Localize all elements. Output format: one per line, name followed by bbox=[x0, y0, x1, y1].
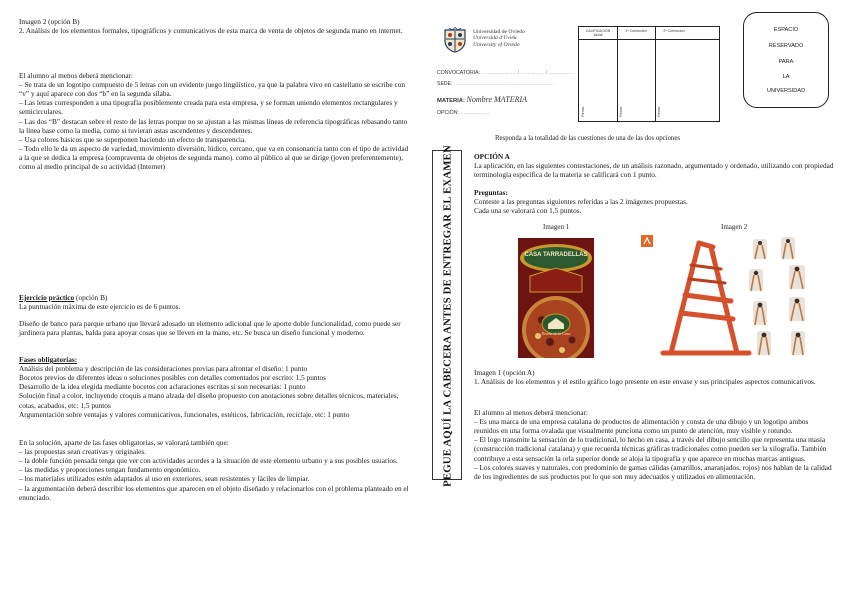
opcion-field[interactable] bbox=[437, 110, 490, 117]
left-mention-intro: El alumno al menos deberá mencionar: bbox=[19, 71, 134, 80]
ejercicio-option: (opción B) bbox=[74, 293, 108, 302]
reserved-line: LA bbox=[782, 74, 790, 80]
pizza-seal-text: Receta de la Casa bbox=[541, 331, 571, 336]
crest-icon bbox=[443, 27, 467, 53]
right-mention-item: – El logo transmite la sensación de lo tradicional, lo hecho en casa, a través del dibujo sencillo que representa una masía (construcción tradicional catalana) y que recuerda técnicas gráficas tradicionales como pueden ser la xilografía. También contribuye a esta sensación la orla superior donde se aloja la tipografía y que aparece en muchas marcas antiguas. bbox=[474, 435, 827, 463]
materia-field bbox=[437, 95, 527, 105]
chair-graphic bbox=[641, 235, 816, 359]
ejercicio-score: La puntuación máxima de este ejercicio es de 6 puntos. bbox=[19, 302, 181, 312]
imagen2-block bbox=[19, 17, 409, 35]
instructions: Responda a la totalidad de las cuestiones de una de las dos opciones bbox=[495, 135, 680, 142]
fase-item: Análisis del problema y descripción de las consideraciones previas para afrontar el diseño: 1 punto bbox=[19, 364, 308, 374]
convocatoria-field[interactable] bbox=[437, 70, 573, 77]
opcion-label: OPCIÓN: bbox=[437, 110, 459, 116]
solucion-item: – las medidas y proporciones tengan fundamento ergonómico. bbox=[19, 465, 201, 475]
ejercicio-heading bbox=[19, 293, 409, 302]
right-mention-item: – Es una marca de una empresa catalana de productos de alimentación y consta de una dibujo y un logotipo ambos reunidos en una forma ovalada que visualmente punciona como un punto de atención, muy visible y rotundo. bbox=[474, 417, 809, 436]
solucion-intro: En la solución, aparte de las fases obligatorias, se valorará también que: bbox=[19, 438, 229, 447]
university-name bbox=[473, 29, 525, 48]
imagen1-question: 1. Análisis de los elementos y el estilo gráfico logo presente en este envase y sus principales aspectos comunicativos. bbox=[474, 377, 816, 387]
left-mention-block bbox=[19, 71, 409, 171]
right-mention-intro: El alumno al menos deberá mencionar: bbox=[474, 408, 589, 417]
reserved-line: UNIVERSIDAD bbox=[766, 88, 806, 94]
preguntas-title: Preguntas: bbox=[474, 188, 508, 197]
fases-block bbox=[19, 355, 409, 419]
solucion-item: – la argumentación deberá describir los elementos que aparecen en el objeto diseñado y relacionarlos con el problema planteado en el enunciado. bbox=[19, 483, 409, 502]
university-name-line: Universidad de Oviedo bbox=[473, 29, 525, 35]
solucion-item: – las propuestas sean creativas y originales. bbox=[19, 447, 147, 457]
pizza-packaging-image bbox=[518, 238, 594, 358]
materia-label: MATERIA: bbox=[437, 98, 465, 104]
solucion-block bbox=[19, 438, 409, 502]
materia-value: Nombre MATERIA bbox=[466, 95, 528, 104]
imagen1-question-block bbox=[474, 368, 834, 386]
paste-header-box bbox=[432, 145, 462, 487]
solucion-item: – la doble función pensada tenga que ver con actividades acordes a la situación de este elemento urbano y a sus posibles usuarios. bbox=[19, 456, 398, 466]
left-mention-item: – Se trata de un logotipo compuesto de 5 letras con un evidente juego lingüístico, ya que la palabra vivo en castellano se escribe con “v” y aquí aparece con dos “b” en la segunda sílaba. bbox=[19, 80, 406, 99]
ejercicio-description: Diseño de banco para parque urbano que llevará adosado un elemento adicional que le aporte doble funcionalidad, como puede ser jardinera para plantas, balda para apoyar cosas que se lleven en la mano, etc. Se busca un diseño funcional y moderno. bbox=[19, 319, 401, 338]
right-mention-block bbox=[474, 408, 834, 481]
right-mention-item: – Los colores suaves y naturales, con predominio de gamas cálidas (amarillos, anaranjados, rojos) nos hablan de la calidad de los ingredientes de sus productos por lo que son muy adecuados y utilizados en alimentación. bbox=[474, 462, 832, 481]
university-reserved-space bbox=[743, 12, 829, 108]
preguntas-line: Cada una se valorará con 1,5 puntos. bbox=[474, 206, 582, 216]
convocatoria-label: CONVOCATORIA: bbox=[437, 70, 481, 76]
left-mention-item: – Usa colores básicos que se superponen haciendo un efecto de transparencia. bbox=[19, 134, 246, 144]
grade-table bbox=[578, 26, 720, 122]
fase-item: Solución final a color, incluyendo croquis a mano alzada del diseño propuesto con anotaciones sobre detalles técnicos, materiales, cotas, acabados, etc: 1,5 puntos bbox=[19, 391, 399, 410]
ejercicio-block bbox=[19, 293, 409, 337]
university-logo bbox=[443, 27, 573, 55]
fase-item: Desarrollo de la idea elegida mediante bocetos con aclaraciones escritas si son necesarias: 1 punto bbox=[19, 382, 306, 392]
sede-field[interactable] bbox=[437, 81, 554, 88]
chair-image bbox=[641, 235, 816, 359]
imagen2-label: Imagen 2 bbox=[721, 223, 748, 231]
grade-header-1: 1ª Corrección bbox=[625, 29, 647, 33]
reserved-line: PARA bbox=[778, 59, 794, 65]
sede-dots: ............................................................. bbox=[454, 81, 555, 87]
reserved-line: RESERVADO bbox=[768, 43, 804, 49]
fases-title: Fases obligatorias: bbox=[19, 355, 78, 364]
sede-label: SEDE: bbox=[437, 81, 453, 87]
grade-sign-label: Firma bbox=[580, 106, 585, 117]
opcion-a-block bbox=[474, 152, 834, 179]
imagen1-caption: Imagen 1 (opción A) bbox=[474, 368, 535, 377]
imagen1-label: Imagen 1 bbox=[543, 223, 570, 231]
opcion-a-text: La aplicación, en las siguientes contestaciones, de un análisis razonado, argumentado y ordenado, utilizando con propiedad terminología específica de la materia se calificará con 1 punto. bbox=[474, 161, 834, 180]
solucion-item: – los materiales utilizados estén adaptados al uso en exteriores, sean resistentes y fáciles de limpiar. bbox=[19, 474, 310, 484]
reserved-line: ESPACIO bbox=[773, 27, 799, 33]
university-name-line: Universidá d'Uviéu bbox=[473, 35, 517, 42]
university-name-line: University of Oviedo bbox=[473, 41, 520, 48]
grade-sign-label: Firma bbox=[618, 106, 623, 117]
preguntas-line: Conteste a las preguntas siguientes referidas a las 2 imágenes propuestas. bbox=[474, 197, 688, 207]
grade-sign-label: Firma bbox=[656, 106, 661, 117]
left-mention-item: – Las dos “B” destacan sobre el resto de las letras porque no se ajustan a las mismas líneas de referencia tipográficas rebasando tanto la línea base como la media, como si tuvieran astas ascendentes y descendentes. bbox=[19, 116, 408, 135]
fase-item: Bocetos previos de diferentes ideas o soluciones posibles con detalles comentados por escrito: 1,5 puntos bbox=[19, 373, 327, 383]
preguntas-block bbox=[474, 188, 834, 215]
grade-header-2: 2ª Corrección bbox=[663, 29, 685, 33]
opcion-a-title: OPCIÓN A bbox=[474, 152, 510, 161]
fase-item: Argumentación sobre ventajas y valores comunicativos, funcionales, estéticos, fabricación, reciclaje, etc: 1 punto bbox=[19, 409, 350, 419]
imagen2-question: 2. Análisis de los elementos formales, tipográficos y comunicativos de esta marca de venta de objetos de segunda mano en internet. bbox=[19, 26, 403, 36]
convocatoria-dots: ..................... / .............. / ............... bbox=[481, 70, 574, 76]
imagen2-title: Imagen 2 (opción B) bbox=[19, 17, 80, 26]
ejercicio-title: Ejercicio práctico bbox=[19, 293, 75, 302]
pizza-brand-text: CASA TARRADELLAS bbox=[524, 252, 588, 258]
left-mention-item: – Las letras corresponden a una tipografía posiblemente creada para esta empresa, y se forman uniendo elementos rectangulares y semicirculares. bbox=[19, 98, 398, 117]
left-mention-item: – Todo ello le da un aspecto de variedad, movimiento diversión, lúdico, cercano, que va en consonancia tanto con el tipo de actividad a la que se dedica la empresa (compraventa de objetos de segunda mano). como al público al que se dirige (joven preferentemente), como al medio principal de su actividad (Internet) bbox=[19, 143, 409, 172]
opcion-dots: .................. bbox=[460, 110, 490, 116]
grade-header-inicial: CALIFICACIÓN Inicial bbox=[585, 29, 611, 38]
paste-header-text: PEGUE AQUÍ LA CABECERA ANTES DE ENTREGAR EL EXAMEN bbox=[441, 145, 454, 487]
